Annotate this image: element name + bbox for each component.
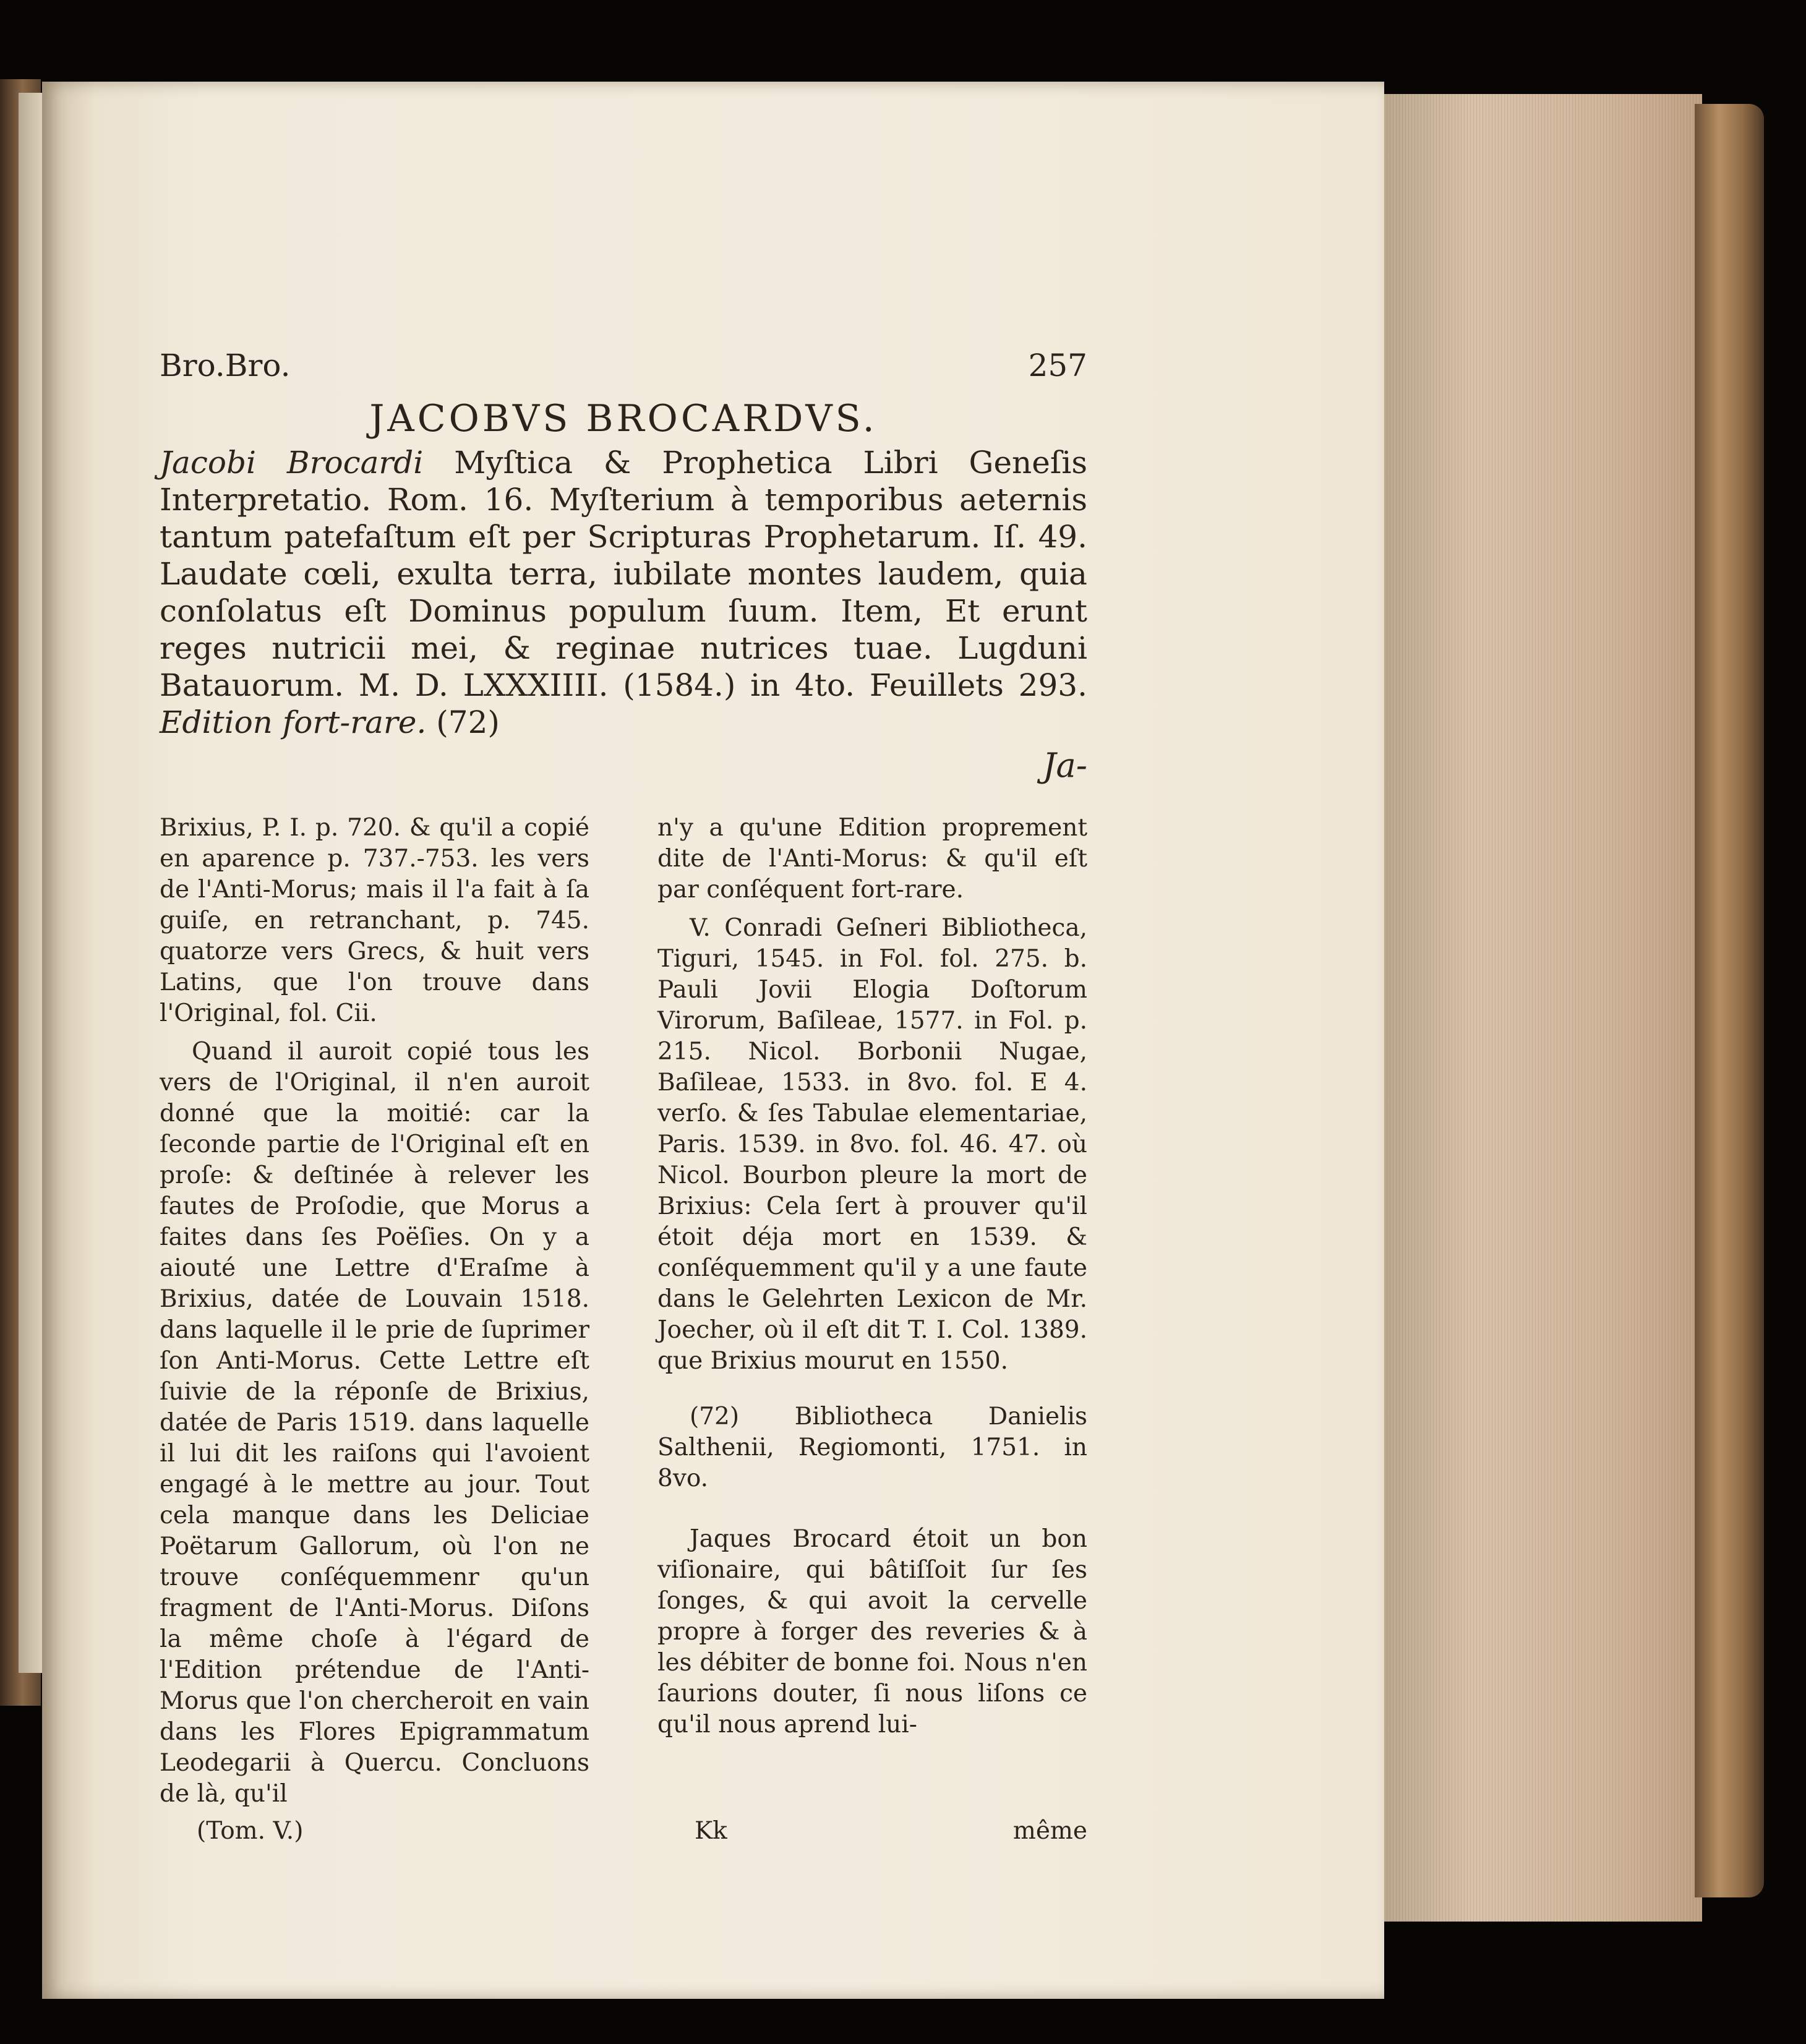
book-page [42, 82, 1384, 1999]
page-footer [160, 1817, 1087, 1845]
page-content [160, 348, 1087, 1845]
book-spine [1695, 104, 1764, 1897]
catchword-top: Ja- [1042, 746, 1087, 785]
volume-mark: (Tom. V.) [197, 1817, 304, 1845]
entry-rarity: Edition fort-rare. [160, 704, 427, 740]
entry-author: Jacobi Brocardi [160, 445, 424, 481]
left-paragraph-1: Brixius, P. I. p. 720. & qu'il a copié en aparence p. 737.-753. les vers de l'Anti-Morus; mais il l'a fait à ſa guiſe, en retranchant, p. 745. quatorze vers Grecs, & huit vers Latins, que l'on trouve dans l'Original, fol. Cii. [160, 814, 589, 1027]
signature-mark: Kk [695, 1817, 727, 1845]
footnote-72: (72) Bibliotheca Danielis Salthenii, Regiomonti, 1751. in 8vo. [657, 1403, 1087, 1492]
page-number: 257 [1028, 348, 1087, 383]
left-paragraph-2: Quand il auroit copié tous les vers de l'Original, il n'en auroit donné que la moitié: car la ſeconde partie de l'Original eſt en proſe: & deſtinée à relever les fautes de Proſodie, que Morus a faites dans ſes Poëſies. On y a aiouté une Lettre d'Eraſme à Brixius, datée de Louvain 1518. dans laquelle il le prie de ſuprimer ſon Anti-Morus. Cette Lettre eſt ſuivie de la réponſe de Brixius, datée de Paris 1519. dans laquelle il lui dit les raiſons qui l'avoient engagé à le mettre au jour. Tout cela manque dans les Deliciae Poëtarum Gallorum, où l'on ne trouve conſéquemmenr qu'un fragment de l'Anti-Morus. Diſons la même choſe à l'égard de l'Edition prétendue de l'Anti-Morus que l'on chercheroit en vain dans les Flores Epigrammatum Leodegarii à Quercu. Concluons de là, qu'il [160, 1038, 589, 1808]
header-left: Bro. [160, 348, 225, 383]
entry-note-ref: (72) [436, 704, 500, 740]
header-center: Bro. [225, 348, 291, 383]
right-paragraph-2: V. Conradi Geſneri Bibliotheca, Tiguri, 1545. in Fol. fol. 275. b. Pauli Jovii Elogia Doſtorum Virorum, Baſileae, 1577. in Fol. p. 215. Nicol. Borbonii Nugae, Baſileae, 1533. in 8vo. fol. E 4. verſo. & ſes Tabulae elementariae, Paris. 1539. in 8vo. fol. 46. 47. où Nicol. Bourbon pleure la mort de Brixius: Cela ſert à prouver qu'il étoit déja mort en 1539. & conſéquemment qu'il y a une faute dans le Gelehrten Lexicon de Mr. Joecher, où il eſt dit T. I. Col. 1389. que Brixius mourut en 1550. [657, 914, 1087, 1375]
footer-right [657, 1817, 1087, 1845]
left-column [160, 813, 589, 1817]
catchword-bottom: même [1012, 1817, 1087, 1845]
right-paragraph-3: Jaques Brocard étoit un bon viſionaire, qui bâtiſſoit ſur ſes ſonges, & qui avoit la cervelle propre à forger des reveries & à les débiter de bonne foi. Nous n'en ſaurions douter, ſi nous liſons ce qu'il nous aprend lui- [657, 1525, 1087, 1738]
entry-citation [160, 444, 1087, 741]
entry-citation-text: Myſtica & Prophetica Libri Geneſis Interpretatio. Rom. 16. Myſterium à temporibus aeternis tantum patefaſtum eſt per Scripturas Prophetarum. Iſ. 49. Laudate cœli, exulta terra, iubilate montes laudem, quia conſolatus eſt Dominus populum ſuum. Item, Et erunt reges nutricii mei, & reginae nutrices tuae. Lugduni Batauorum. M. D. LXXXIIII. (1584.) in 4to. Feuillets 293. [160, 445, 1088, 703]
page-edge [1374, 94, 1702, 1922]
two-columns [160, 813, 1087, 1817]
entry-title: JACOBVS BROCARDVS. [369, 397, 878, 440]
running-header [160, 348, 1087, 397]
right-column [657, 813, 1087, 1817]
right-paragraph-1: n'y a qu'une Edition proprement dite de l'Anti-Morus: & qu'il eſt par conſéquent fort-rare. [657, 814, 1087, 904]
